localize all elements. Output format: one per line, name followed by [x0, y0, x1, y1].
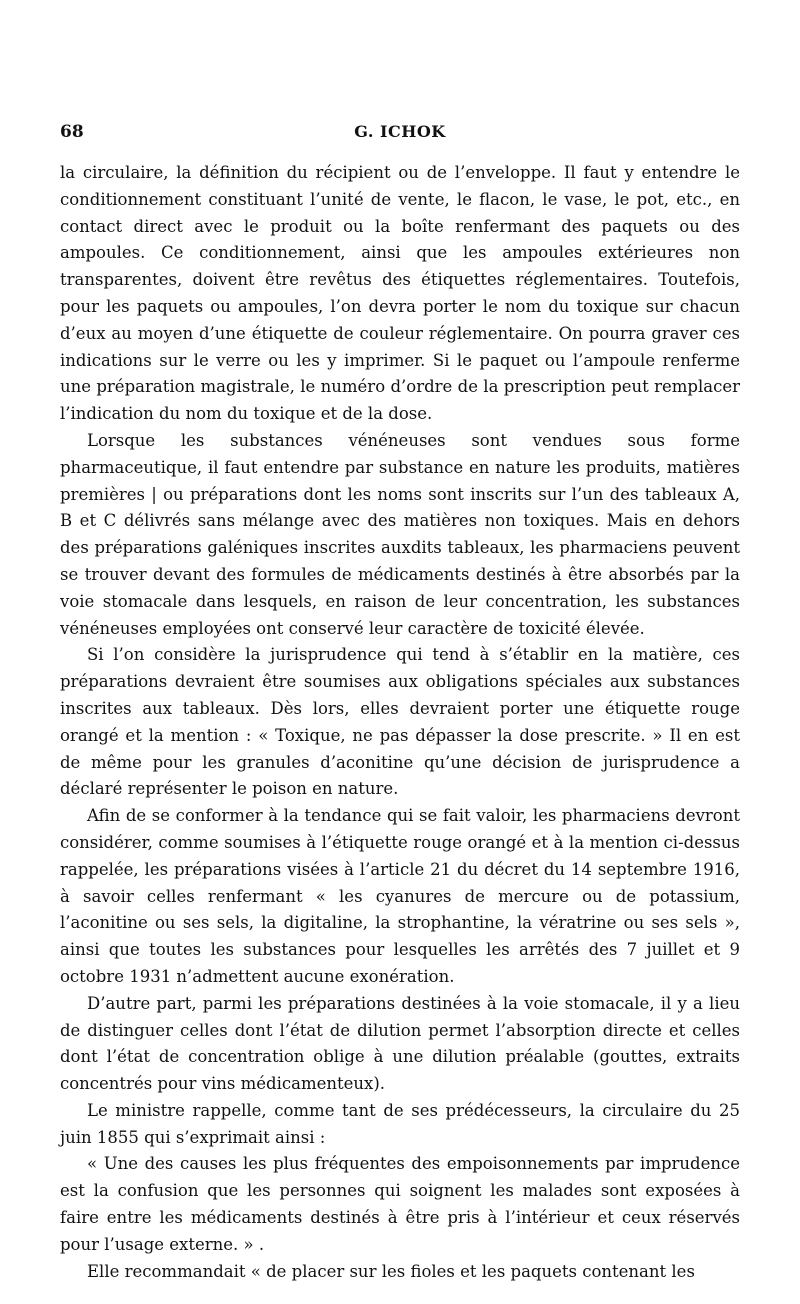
page-number: 68: [60, 122, 84, 142]
body-text: [60, 160, 740, 1285]
paragraph: D’autre part, parmi les préparations destinées à la voie stomacale, il y a lieu de distinguer celles dont l’état de dilution permet l’absorption directe et celles dont l’état de concentration oblige à une dilution préalable (gouttes, extraits concentrés pour vins médicamenteux).: [60, 993, 740, 1094]
paragraph-continuation: la circulaire, la définition du récipient ou de l’enveloppe. Il faut y entendre le conditionnement constituant l’unité de vente, le flacon, le vase, le pot, etc., en contact direct avec le produit ou la boîte renfermant des paquets ou des ampoules. Ce conditionnement, ainsi que les ampoules extérieures non transparentes, doivent être revêtus des étiquettes réglementaires. Toutefois, pour les paquets ou ampoules, l’on devra porter le nom du toxique sur chacun d’eux au moyen d’une étiquette de couleur réglementaire. On pourra graver ces indications sur le verre ou les y imprimer. Si le paquet ou l’ampoule renferme une préparation magistrale, le numéro d’ordre de la prescription peut remplacer l’indication du nom du toxique et de la dose.: [60, 163, 740, 424]
quotation-paragraph: « Une des causes les plus fréquentes des empoisonnements par imprudence est la confusion que les personnes qui soignent les malades sont exposées à faire entre les médicaments destinés à être pris à l’intérieur et ceux réservés pour l’usage externe. » .: [60, 1154, 740, 1254]
page-header: [60, 122, 740, 148]
paragraph: Elle recommandait « de placer sur les fioles et les paquets contenant les: [87, 1261, 695, 1281]
paragraph: Lorsque les substances vénéneuses sont vendues sous forme pharmaceutique, il faut entendre par substance en nature les produits, matières premières | ou préparations dont les noms sont inscrits sur l’un des tableaux A, B et C délivrés sans mélange avec des matières non toxiques. Mais en dehors des préparations galéniques inscrites auxdits tableaux, les pharmaciens peuvent se trouver devant des formules de médicaments destinés à être absorbés par la voie stomacale dans lesquels, en raison de leur concentration, les substances vénéneuses employées ont conservé leur caractère de toxicité élevée.: [60, 430, 740, 638]
paragraph: Le ministre rappelle, comme tant de ses prédécesseurs, la circulaire du 25 juin 1855 qui s’exprimait ainsi :: [60, 1100, 740, 1147]
paragraph: Afin de se conformer à la tendance qui se fait valoir, les pharmaciens devront considérer, comme soumises à l’étiquette rouge orangé et à la mention ci-dessus rappelée, les préparations visées à l’article 21 du décret du 14 septembre 1916, à savoir celles renfermant « les cyanures de mercure ou de potassium, l’aconitine ou ses sels, la digitaline, la strophantine, la vératrine ou ses sels », ainsi que toutes les substances pour lesquelles les arrêtés des 7 juillet et 9 octobre 1931 n’admettent aucune exonération.: [60, 806, 740, 986]
paragraph: Si l’on considère la jurisprudence qui tend à s’établir en la matière, ces préparations devraient être soumises aux obligations spéciales aux substances inscrites aux tableaux. Dès lors, elles devraient porter une étiquette rouge orangé et la mention : « Toxique, ne pas dépasser la dose prescrite. » Il en est de même pour les granules d’aconitine qu’une décision de jurisprudence a déclaré représenter le poison en nature.: [60, 645, 740, 799]
running-head: G. ICHOK: [354, 122, 446, 141]
